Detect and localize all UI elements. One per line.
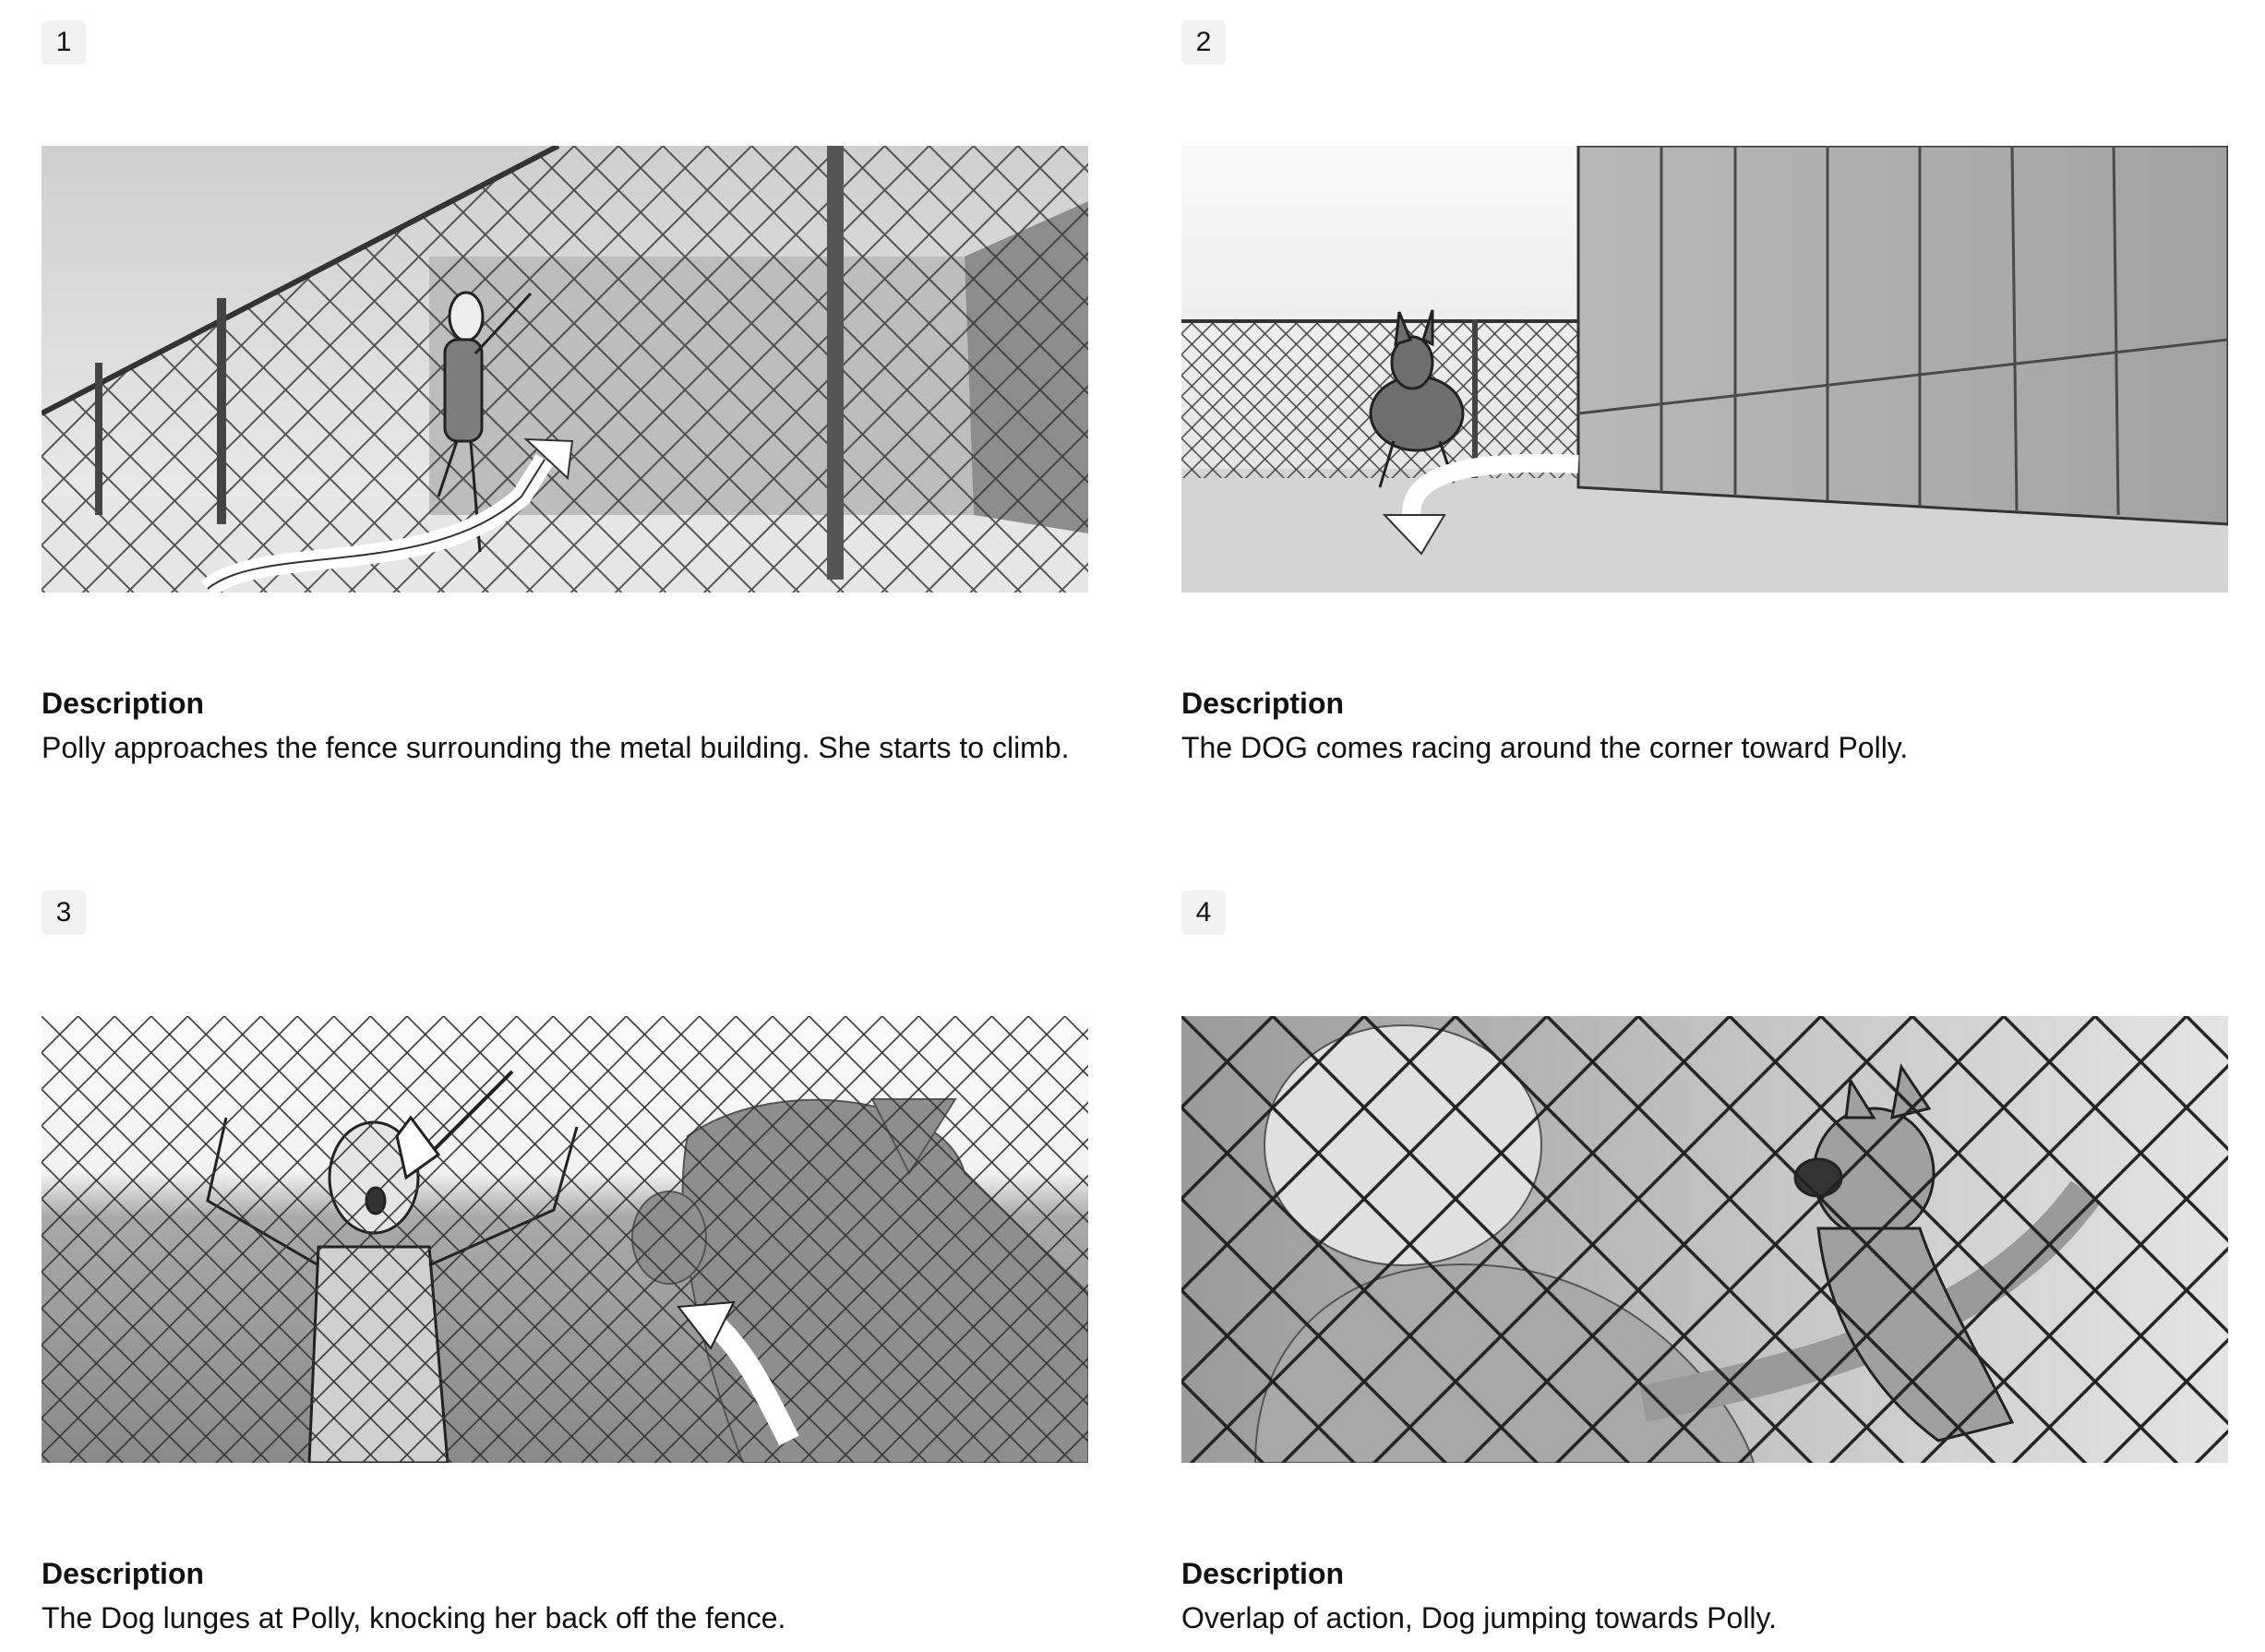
storyboard-panel-3 [42, 891, 1088, 1634]
description-text: The DOG comes racing around the corner toward Polly. [1181, 731, 1909, 764]
description-label: Description [1181, 687, 1345, 720]
description-label: Description [1181, 1557, 1345, 1590]
description-label: Description [42, 687, 205, 720]
panel-4-image [1181, 1016, 2228, 1463]
panel-3-image [42, 1016, 1088, 1463]
panel-number: 4 [1181, 891, 1226, 935]
storyboard-panel-1 [42, 20, 1088, 764]
storyboard-panel-4 [1181, 891, 2228, 1634]
panel-2-image [1181, 146, 2228, 593]
description-text: Polly approaches the fence surrounding the metal building. She starts to climb. [42, 731, 1070, 764]
storyboard-panel-2 [1181, 20, 2228, 764]
description-label: Description [42, 1557, 205, 1590]
panel-number: 3 [42, 891, 86, 935]
panel-number: 1 [42, 20, 86, 65]
description-text: The Dog lunges at Polly, knocking her back off the fence. [42, 1601, 786, 1634]
panel-1-image [42, 146, 1088, 593]
description-text: Overlap of action, Dog jumping towards Polly. [1181, 1601, 1778, 1634]
panel-number: 2 [1181, 20, 1226, 65]
